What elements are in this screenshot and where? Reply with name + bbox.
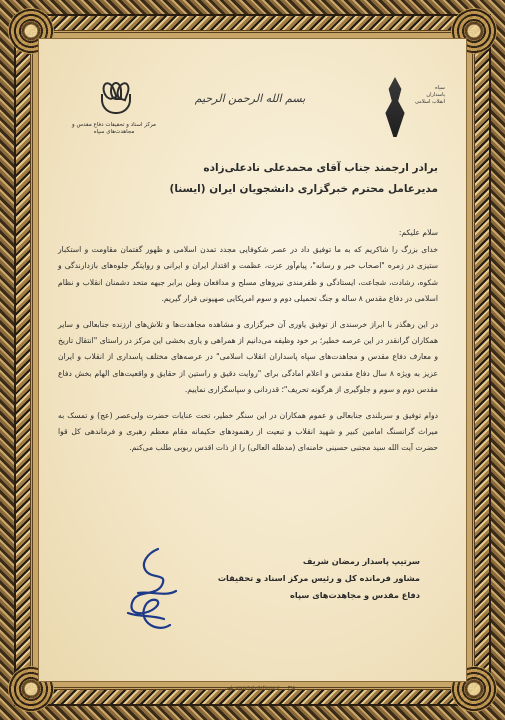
irgc-emblem-icon: [379, 77, 411, 137]
paragraph-3: دوام توفیق و سربلندی جنابعالی و عموم همکاران در این سنگر خطیر، تحت عنایات حضرت ولی‌عصر (عج) و تمسک به میراث گرانسنگ امامین کبیر و شهید انقلاب و تبعیت از رهنمودهای حکیمانه مقام معظم رهبری و فرماندهی کل قوا حضرت آیت الله سید مجتبی حسینی خامنه‌ای (مدظله العالی) را از ذات اقدس ربوبی طلب می‌کنم.: [58, 411, 438, 453]
signer-name: سرتیپ پاسدار رمضان شریف: [302, 556, 420, 566]
paragraph-2: در این رهگذر با ابراز خرسندی از توفیق یاوری آن خبرگزاری و مشاهده مجاهدت‌ها و تلاش‌های ارزنده جنابعالی و سایر همکاران گرانقدر در این عرصه خطیر؛ بر خود وظیفه می‌دانیم از همراهی و یاری بخشی این مرکز در راستای "انتقال تاریخ و معارف دفاع مقدس و مجاهدت‌های سپاه پاسداران انقلاب اسلامی" در عرصه‌های مختلف پاسداری از انقلاب و ایران عزیز به ویژه ۸ سال دفاع مقدس و اعلام امادگی برای "روایت دقیق و راستین از حقایق و واقعیت‌های الهام بخش دفاع مقدس دوم و سوم و جلوگیری از هرگونه تحریف"؛ قدردانی و سپاسگزاری نماییم.: [58, 320, 438, 394]
signer-title-1: مشاور فرمانده کل و رئیس مرکز اسناد و تحقیقات: [217, 573, 420, 583]
signature-block: [150, 553, 420, 604]
letter-body: [58, 225, 438, 457]
paragraph-1: خدای بزرگ را شاکریم که به ما توفیق داد در عصر شکوفایی مجدد تمدن اسلامی و ظهور گفتمان مقاومت و استکبار ستیزی در زمره "اصحاب خبر و رسانه"، پیام‌آور عزت، عظمت و اقتدار ایران و ایرانی و روایتگر جلوه‌های بازدارندگی و شکوه، رشادت، شجاعت، ایستادگی و ظفرمندی نیروهای مسلح و مدافعان وطن برابر جبهه متحد دشمنان انقلاب و نظام اسلامی در دفاع مقدس ۸ ساله و جنگ تحمیلی دوم و سوم امریکایی صهیونی قرار گیریم.: [58, 245, 438, 303]
irgc-emblem: [355, 75, 445, 145]
recipient-block: [58, 158, 438, 200]
research-center-logo: [68, 80, 160, 136]
cup-leaf-icon: [95, 80, 133, 118]
greeting: سلام علیکم:: [398, 228, 438, 237]
signer-title-2: دفاع مقدس و مجاهدت‌های سپاه: [290, 590, 420, 600]
recipient-title: مدیرعامل محترم خبرگزاری دانشجویان ایران (ایسنا): [169, 183, 438, 195]
logo-org-text: مرکز اسناد و تحقیقات دفاع مقدس و مجاهدت‌های سپاه: [72, 122, 156, 135]
footer-text: www.holydefense.ir — ۳۹۵ تلفن: [225, 686, 295, 691]
basmala: بسم الله الرحمن الرحیم: [194, 92, 306, 105]
handwritten-signature: [118, 545, 188, 640]
emblem-text: سپاه پاسداران انقلاب اسلامی: [415, 85, 445, 105]
recipient-name: برادر ارجمند جناب آقای محمدعلی نادعلی‌زاده: [203, 162, 438, 174]
